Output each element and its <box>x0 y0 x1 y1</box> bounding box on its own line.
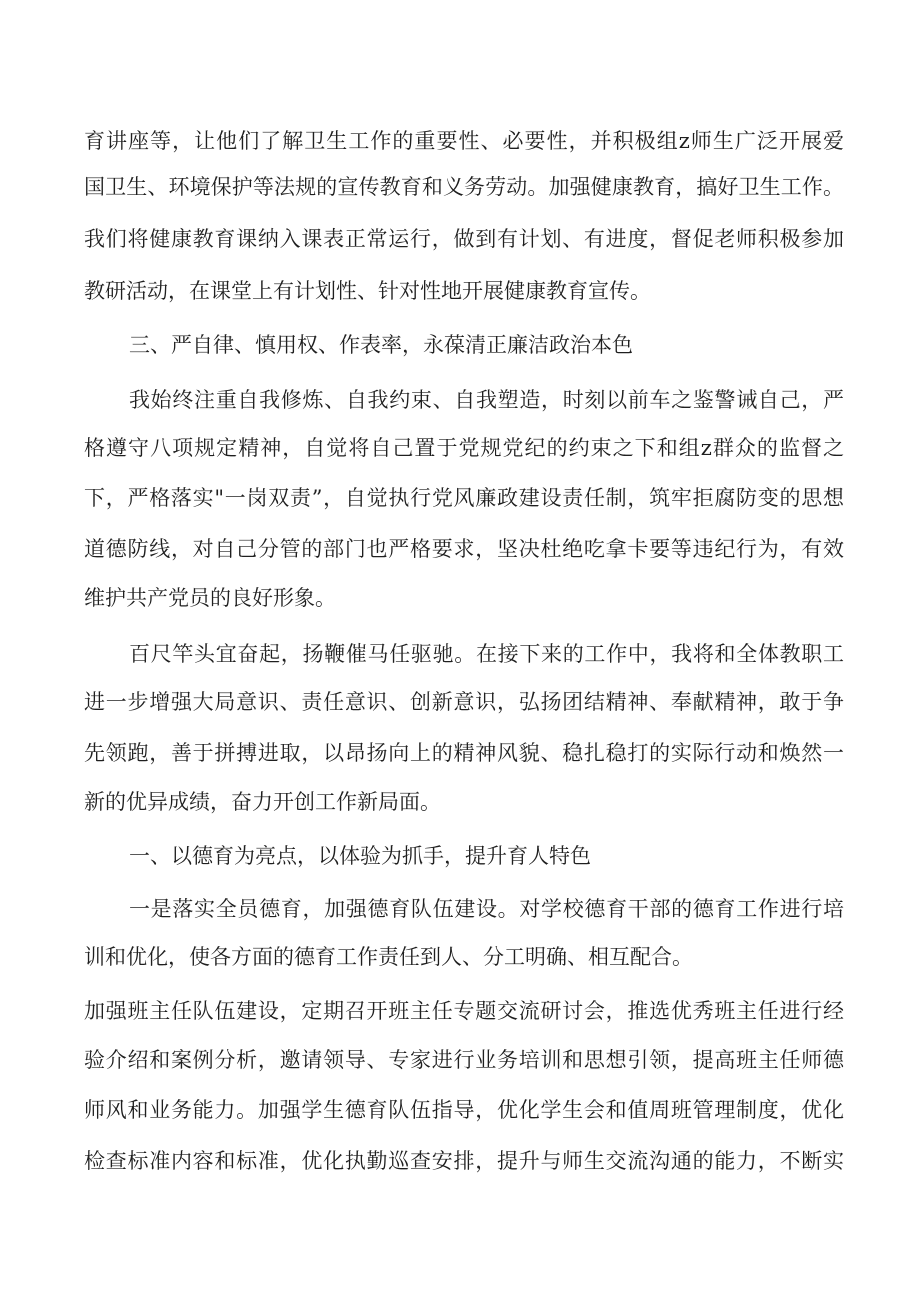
paragraph-line: 加强班主任队伍建设，定期召开班主任专题交流研讨会，推选优秀班主任进行经 <box>84 999 844 1023</box>
paragraph-line: 教研活动，在课堂上有计划性、针对性地开展健康教育宣传。 <box>84 279 651 303</box>
paragraph-line: 训和优化，使各方面的德育工作责任到人、分工明确、相互配合。 <box>84 945 693 969</box>
paragraph-line: 下，严格落实"一岗双责”，自觉执行党风廉政建设责任制，筑牢拒腐防变的思想 <box>84 486 844 510</box>
paragraph-line: 道德防线，对自己分管的部门也严格要求，坚决杜绝吃拿卡要等违纪行为，有效 <box>84 537 844 561</box>
paragraph-line: 百尺竿头宜奋起，扬鞭催马任驱驰。在接下来的工作中，我将和全体教职工 <box>129 642 844 666</box>
section-heading: 三、严自律、慎用权、作表率，永葆清正廉洁政治本色 <box>129 333 633 357</box>
section-heading: 一、以德育为亮点，以体验为抓手，提升育人特色 <box>129 844 591 868</box>
paragraph-line: 我始终注重自我修炼、自我约束、自我塑造，时刻以前车之鉴警诫自己，严 <box>129 388 844 412</box>
paragraph-line: 师风和业务能力。加强学生德育队伍指导，优化学生会和值周班管理制度，优化 <box>84 1098 844 1122</box>
paragraph-line: 验介绍和案例分析，邀请领导、专家进行业务培训和思想引领，提高班主任师德 <box>84 1048 844 1072</box>
paragraph-line: 国卫生、环境保护等法规的宣传教育和义务劳动。加强健康教育，搞好卫生工作。 <box>84 175 844 199</box>
paragraph-line: 格遵守八项规定精神，自觉将自己置于党规党纪的约束之下和组z群众的监督之 <box>84 436 844 460</box>
paragraph-line: 一是落实全员德育，加强德育队伍建设。对学校德育干部的德育工作进行培 <box>129 897 844 921</box>
paragraph-line: 进一步增强大局意识、责任意识、创新意识，弘扬团结精神、奉献精神，敢于争 <box>84 690 844 714</box>
paragraph-line: 维护共产党员的良好形象。 <box>84 586 336 610</box>
paragraph-line: 检查标准内容和标准，优化执勤巡查安排，提升与师生交流沟通的能力，不断实 <box>84 1149 844 1173</box>
paragraph-line: 新的优异成绩，奋力开创工作新局面。 <box>84 790 441 814</box>
paragraph-line: 育讲座等，让他们了解卫生工作的重要性、必要性，并积极组z师生广泛开展爱 <box>84 129 844 153</box>
paragraph-line: 我们将健康教育课纳入课表正常运行，做到有计划、有进度，督促老师积极参加 <box>84 227 844 251</box>
paragraph-line: 先领跑，善于拼搏进取，以昂扬向上的精神风貌、稳扎稳打的实际行动和焕然一 <box>84 741 844 765</box>
